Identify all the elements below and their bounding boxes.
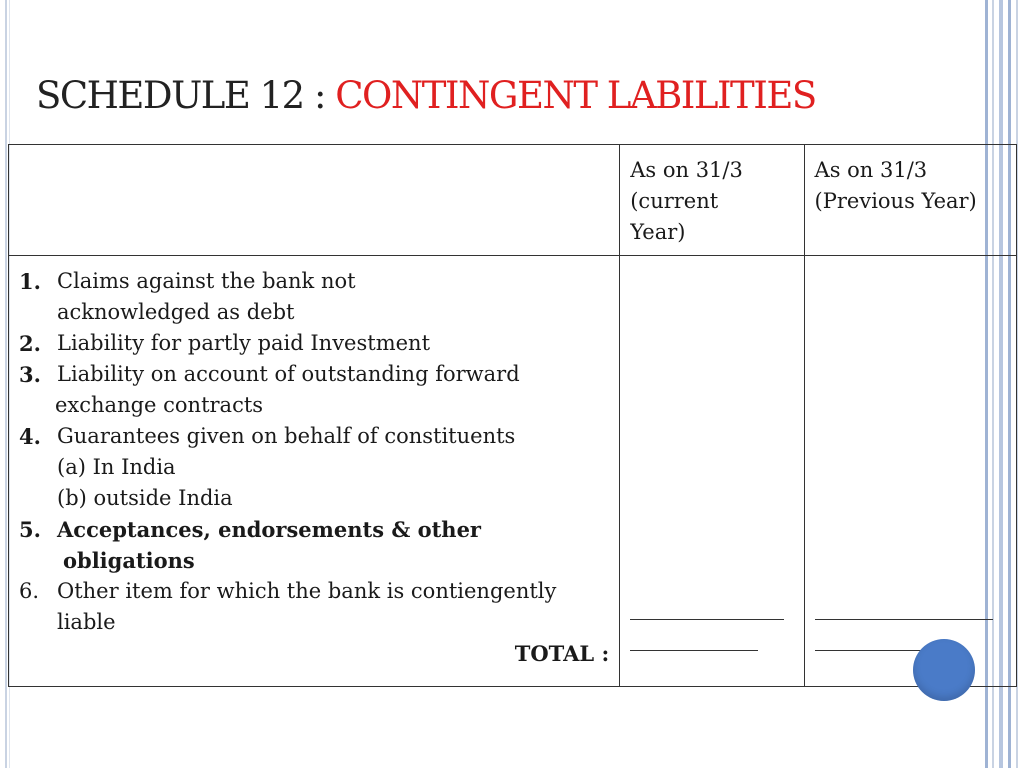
header-line: (current bbox=[630, 189, 719, 213]
list-item bbox=[19, 359, 619, 390]
list-item bbox=[19, 421, 619, 452]
header-previous-year bbox=[804, 145, 1016, 256]
current-year-values-cell bbox=[620, 256, 804, 687]
blank-line bbox=[630, 627, 803, 658]
item-number: 4. bbox=[19, 424, 41, 449]
item-text: Liability for partly paid Investment bbox=[57, 331, 431, 355]
list-item bbox=[19, 328, 619, 359]
list-item bbox=[19, 576, 619, 607]
total-lines bbox=[620, 256, 803, 658]
header-line: (Previous Year) bbox=[814, 189, 977, 213]
list-item bbox=[19, 514, 619, 545]
item-text: liable bbox=[57, 610, 116, 634]
item-text: Liability on account of outstanding forward bbox=[57, 362, 520, 386]
item-text: (a) In India bbox=[57, 455, 176, 479]
blank-line bbox=[815, 596, 1016, 627]
item-number: 6. bbox=[19, 579, 40, 603]
header-blank-cell bbox=[9, 145, 620, 256]
items-list bbox=[9, 256, 619, 669]
title-main: CONTINGENT LABILITIES bbox=[335, 74, 816, 117]
header-line: Year) bbox=[630, 220, 686, 244]
body-row bbox=[9, 256, 1017, 687]
item-text: Guarantees given on behalf of constituents bbox=[57, 424, 516, 448]
item-number: 1. bbox=[19, 269, 41, 294]
header-row bbox=[9, 145, 1017, 256]
blank-line bbox=[630, 596, 803, 627]
item-text: Acceptances, endorsements & other bbox=[57, 517, 481, 542]
blank-line bbox=[815, 627, 1016, 658]
schedule-table bbox=[8, 144, 1017, 687]
header-line: As on 31/3 bbox=[814, 158, 928, 182]
previous-year-values-cell bbox=[804, 256, 1016, 687]
item-text: (b) outside India bbox=[57, 486, 233, 510]
item-text: Other item for which the bank is contiengently bbox=[57, 579, 557, 603]
item-text: obligations bbox=[63, 548, 195, 573]
item-number: 5. bbox=[19, 517, 41, 542]
header-current-year bbox=[620, 145, 804, 256]
total-lines bbox=[805, 256, 1016, 658]
page-title bbox=[36, 74, 816, 117]
item-text: exchange contracts bbox=[55, 393, 264, 417]
decorative-circle bbox=[913, 639, 975, 701]
total-label: TOTAL : bbox=[514, 641, 610, 666]
title-prefix: SCHEDULE 12 : bbox=[36, 74, 336, 117]
item-text: Claims against the bank not bbox=[57, 269, 356, 293]
frame-line bbox=[5, 0, 7, 768]
item-number: 3. bbox=[19, 362, 41, 387]
items-cell bbox=[9, 256, 620, 687]
item-number: 2. bbox=[19, 331, 41, 356]
list-item bbox=[19, 266, 619, 297]
header-line: As on 31/3 bbox=[630, 158, 743, 182]
item-text: acknowledged as debt bbox=[57, 300, 295, 324]
